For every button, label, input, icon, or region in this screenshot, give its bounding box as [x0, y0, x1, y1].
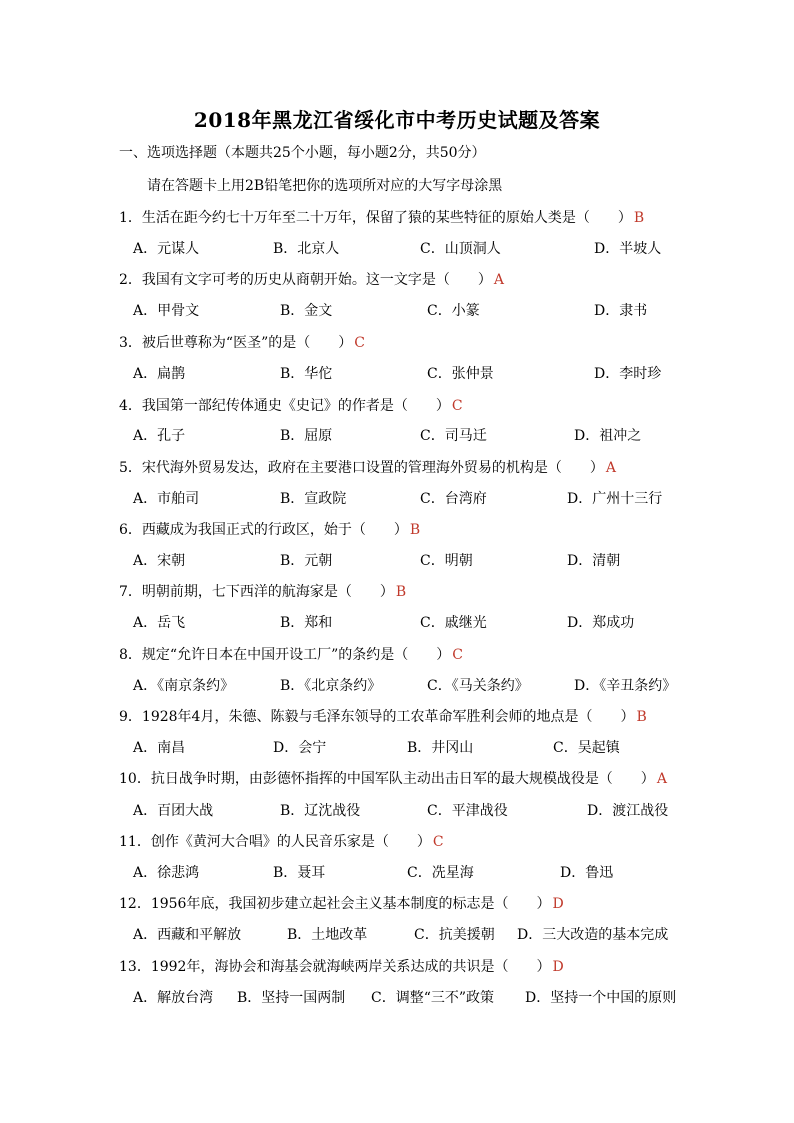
section-heading: 一、选项选择题（本题共25个小题，每小题2分，共50分） — [119, 145, 486, 161]
question-9 — [119, 706, 647, 726]
answer-letter: C — [354, 335, 365, 351]
option-b: B．井冈山 — [407, 740, 474, 756]
option-b: B．聂耳 — [273, 865, 326, 881]
option-c: C．抗美援朝 — [414, 927, 495, 943]
option-d: D．《辛丑条约》 — [574, 678, 677, 694]
answer-letter: D — [552, 959, 564, 975]
answer-letter: B — [633, 210, 645, 226]
option-a: A．市舶司 — [133, 491, 200, 507]
option-a: A．西藏和平解放 — [133, 927, 242, 943]
question-1 — [119, 207, 644, 227]
options-row-6 — [133, 550, 693, 570]
question-text: 6．西藏成为我国正式的行政区，始于（ ） — [119, 522, 408, 538]
option-c: C．小篆 — [427, 303, 480, 319]
answer-letter: B — [395, 584, 407, 600]
question-12 — [119, 893, 564, 913]
question-text: 1．生活在距今约七十万年至二十万年，保留了猿的某些特征的原始人类是（ ） — [119, 210, 632, 226]
answer-letter: C — [452, 647, 463, 663]
option-c: C．张仲景 — [427, 366, 494, 382]
answer-letter: A — [605, 460, 617, 476]
option-a: A．孔子 — [133, 428, 186, 444]
options-row-7 — [133, 612, 693, 632]
option-d: D．祖冲之 — [574, 428, 642, 444]
instruction-text: 请在答题卡上用2B铅笔把你的选项所对应的大写字母涂黑 — [147, 178, 503, 194]
options-row-2 — [133, 300, 693, 320]
option-a: A．岳飞 — [133, 615, 186, 631]
options-row-10 — [133, 800, 693, 820]
options-row-9 — [133, 737, 693, 757]
option-c: C．冼星海 — [407, 865, 474, 881]
question-text: 9．1928年4月，朱德、陈毅与毛泽东领导的工农革命军胜利会师的地点是（ ） — [119, 709, 635, 725]
option-a: A．百团大战 — [133, 803, 214, 819]
answer-letter: C — [432, 834, 444, 850]
option-d: D．三大改造的基本完成 — [517, 927, 669, 943]
options-row-11 — [133, 862, 693, 882]
question-text: 8．规定“允许日本在中国开设工厂”的条约是（ ） — [119, 647, 451, 663]
option-c: C．司马迁 — [420, 428, 487, 444]
option-a: A．解放台湾 — [133, 990, 214, 1006]
question-8 — [119, 644, 463, 664]
options-row-12 — [133, 924, 693, 944]
question-2 — [119, 269, 504, 289]
option-a: A．甲骨文 — [133, 303, 200, 319]
options-row-13 — [133, 987, 693, 1007]
option-b: B．华佗 — [280, 366, 333, 382]
question-text: 2．我国有文字可考的历史从商朝开始。这一文字是（ ） — [119, 272, 492, 288]
option-c: C．《马关条约》 — [427, 678, 529, 694]
option-b: B．郑和 — [280, 615, 333, 631]
option-d: D．广州十三行 — [567, 491, 663, 507]
option-a: A．南昌 — [133, 740, 186, 756]
question-text: 4．我国第一部纪传体通史《史记》的作者是（ ） — [119, 398, 450, 414]
option-d: D．清朝 — [567, 553, 621, 569]
question-text: 12．1956年底，我国初步建立起社会主义基本制度的标志是（ ） — [119, 896, 551, 912]
answer-letter: A — [656, 771, 667, 787]
question-6 — [119, 519, 420, 539]
option-c: C．吴起镇 — [553, 740, 620, 756]
option-d: D．鲁迅 — [560, 865, 614, 881]
page-title: 2018年黑龙江省绥化市中考历史试题及答案 — [193, 108, 601, 132]
option-b: B．元朝 — [280, 553, 333, 569]
question-10 — [119, 768, 667, 788]
option-c: C．调整“三不”政策 — [371, 990, 495, 1006]
option-a: A．宋朝 — [133, 553, 186, 569]
option-d: D．隶书 — [594, 303, 648, 319]
option-c: C．台湾府 — [420, 491, 487, 507]
options-row-3 — [133, 363, 693, 383]
options-row-5 — [133, 488, 693, 508]
answer-letter: B — [636, 709, 647, 725]
option-b: B．金文 — [280, 303, 333, 319]
question-text: 13．1992年，海协会和海基会就海峡两岸关系达成的共识是（ ） — [119, 959, 551, 975]
options-row-8 — [133, 675, 693, 695]
option-b: B．土地改革 — [287, 927, 368, 943]
answer-letter: C — [451, 398, 463, 414]
question-text: 3．被后世尊称为“医圣”的是（ ） — [119, 335, 353, 351]
option-b: B．宣政院 — [280, 491, 347, 507]
question-4 — [119, 395, 463, 415]
option-a: A．徐悲鸿 — [133, 865, 200, 881]
option-d: D．会宁 — [273, 740, 327, 756]
question-11 — [119, 831, 444, 851]
option-d: D．李时珍 — [594, 366, 662, 382]
option-c: C．戚继光 — [420, 615, 487, 631]
option-a: A．元谋人 — [133, 241, 200, 257]
option-d: D．坚持一个中国的原则 — [525, 990, 677, 1006]
options-row-4 — [133, 425, 693, 445]
answer-letter: B — [409, 522, 421, 538]
option-c: C．明朝 — [420, 553, 473, 569]
answer-letter: A — [493, 272, 505, 288]
question-5 — [119, 457, 616, 477]
answer-letter: D — [552, 896, 564, 912]
question-text: 10．抗日战争时期，由彭德怀指挥的中国军队主动出击日军的最大规模战役是（ ） — [119, 771, 655, 787]
question-text: 7．明朝前期，七下西洋的航海家是（ ） — [119, 584, 394, 600]
question-text: 11．创作《黄河大合唱》的人民音乐家是（ ） — [119, 834, 431, 850]
options-row-1 — [133, 238, 693, 258]
option-a: A．《南京条约》 — [133, 678, 235, 694]
option-b: B．《北京条约》 — [280, 678, 382, 694]
option-b: B．辽沈战役 — [280, 803, 361, 819]
option-d: D．渡江战役 — [587, 803, 669, 819]
option-b: B．坚持一国两制 — [237, 990, 346, 1006]
option-c: C．山顶洞人 — [420, 241, 501, 257]
option-d: D．郑成功 — [567, 615, 635, 631]
option-b: B．北京人 — [273, 241, 340, 257]
option-a: A．扁鹊 — [133, 366, 186, 382]
question-3 — [119, 332, 365, 352]
option-d: D．半坡人 — [594, 241, 662, 257]
option-c: C．平津战役 — [427, 803, 508, 819]
question-text: 5．宋代海外贸易发达，政府在主要港口设置的管理海外贸易的机构是（ ） — [119, 460, 604, 476]
option-b: B．屈原 — [280, 428, 333, 444]
question-7 — [119, 581, 406, 601]
question-13 — [119, 956, 564, 976]
